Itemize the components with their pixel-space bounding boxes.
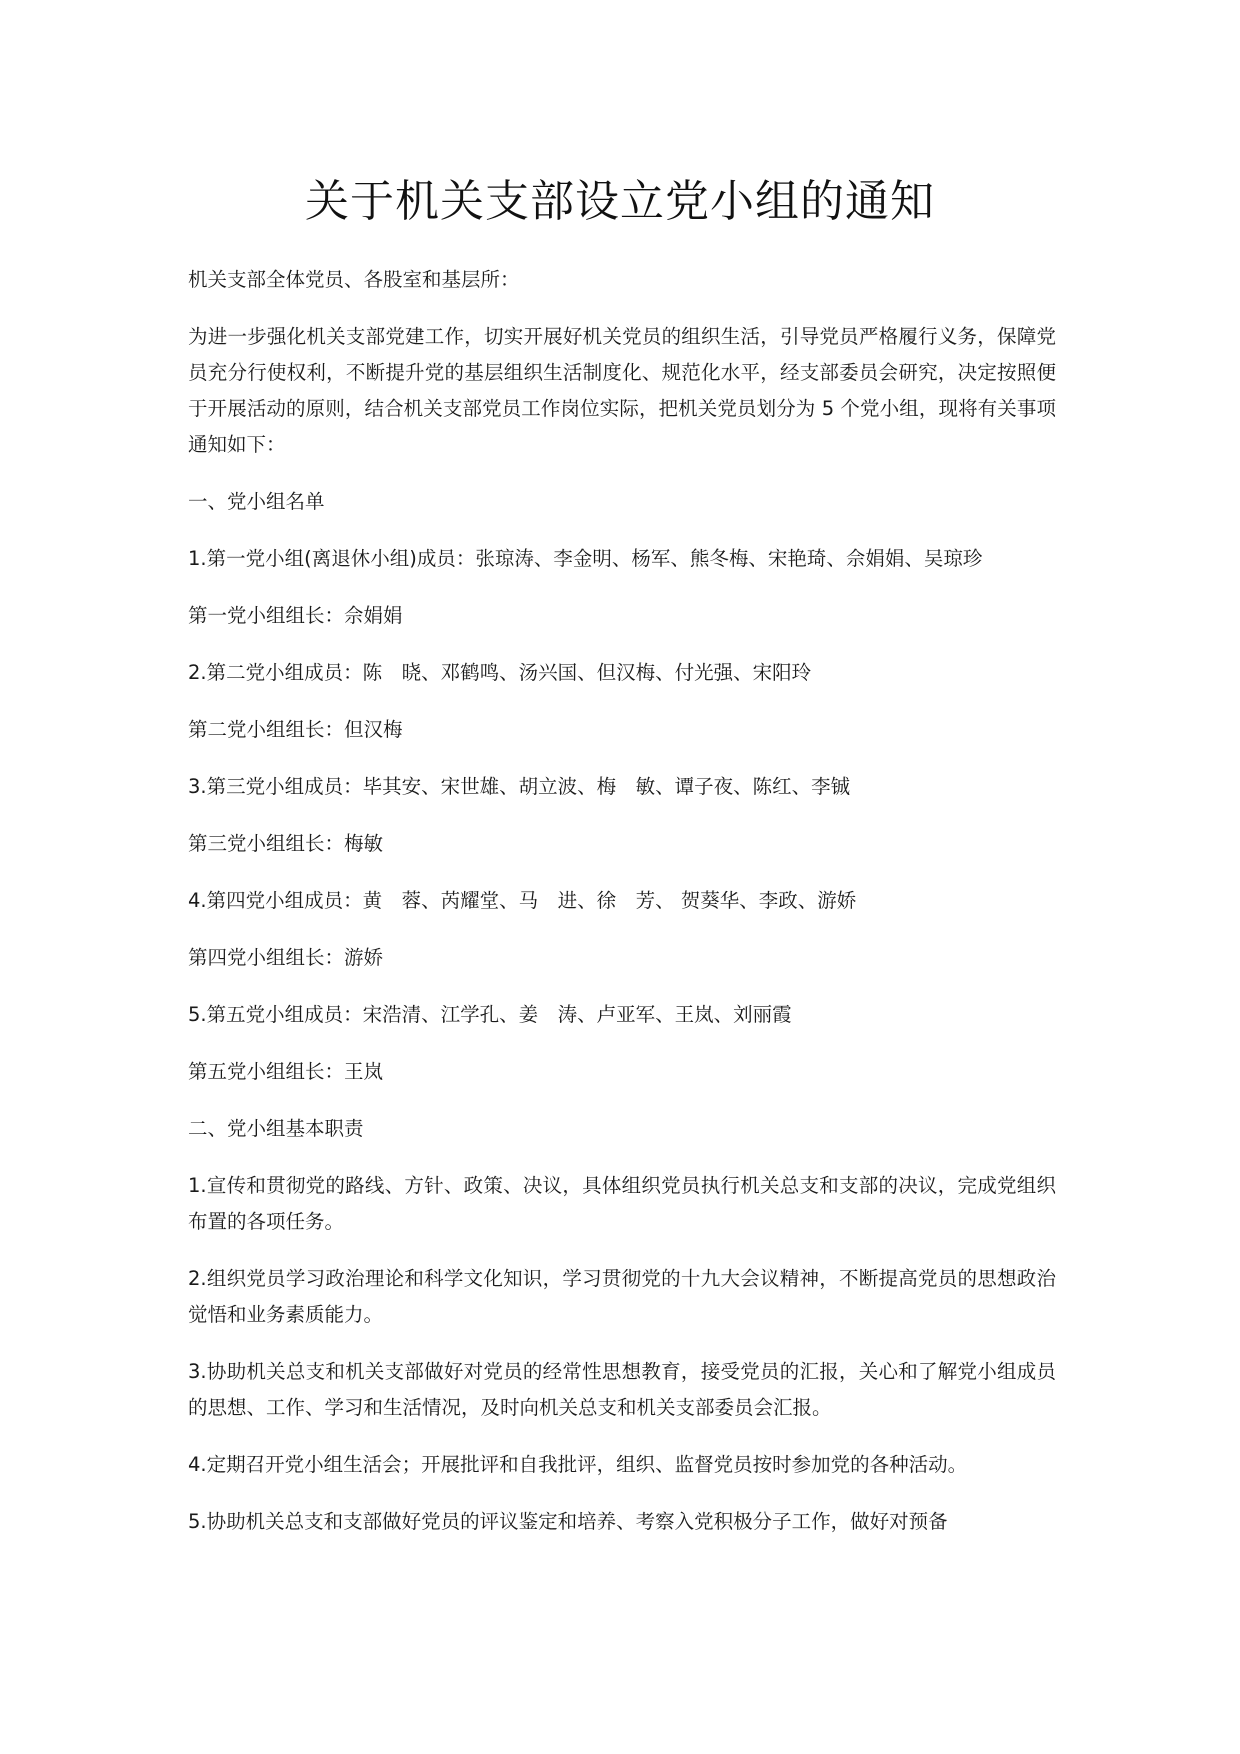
group-2-members: 2.第二党小组成员：陈 晓、邓鹤鸣、汤兴国、但汉梅、付光强、宋阳玲 [188, 661, 812, 684]
group-3-leader: 第三党小组组长：梅敏 [188, 832, 384, 855]
document-body [188, 262, 1056, 1561]
duty-item-1: 1.宣传和贯彻党的路线、方针、政策、决议，具体组织党员执行机关总支和支部的决议，完成党组织布置的各项任务。 [188, 1174, 1056, 1233]
section-heading-duties: 二、党小组基本职责 [188, 1117, 364, 1140]
intro-paragraph: 为进一步强化机关支部党建工作，切实开展好机关党员的组织生活，引导党员严格履行义务，保障党员充分行使权利，不断提升党的基层组织生活制度化、规范化水平，经支部委员会研究，决定按照便于开展活动的原则，结合机关支部党员工作岗位实际，把机关党员划分为 5 个党小组，现将有关事项通知如下： [188, 325, 1056, 456]
duty-item-5: 5.协助机关总支和支部做好党员的评议鉴定和培养、考察入党积极分子工作，做好对预备 [188, 1510, 948, 1533]
document-title: 关于机关支部设立党小组的通知 [305, 176, 935, 227]
salutation: 机关支部全体党员、各股室和基层所： [188, 268, 520, 291]
group-2-leader: 第二党小组组长：但汉梅 [188, 718, 403, 741]
group-1-members: 1.第一党小组(离退休小组)成员：张琼涛、李金明、杨军、熊冬梅、宋艳琦、佘娟娟、吴琼珍 [188, 547, 983, 570]
duty-item-3: 3.协助机关总支和机关支部做好对党员的经常性思想教育，接受党员的汇报，关心和了解党小组成员的思想、工作、学习和生活情况，及时向机关总支和机关支部委员会汇报。 [188, 1360, 1056, 1419]
section-heading-group-list: 一、党小组名单 [188, 490, 325, 513]
group-1-leader: 第一党小组组长：佘娟娟 [188, 604, 403, 627]
group-5-leader: 第五党小组组长：王岚 [188, 1060, 384, 1083]
group-4-leader: 第四党小组组长：游娇 [188, 946, 384, 969]
group-4-members: 4.第四党小组成员：黄 蓉、芮耀堂、马 进、徐 芳、 贺葵华、李政、游娇 [188, 889, 857, 912]
group-3-members: 3.第三党小组成员：毕其安、宋世雄、胡立波、梅 敏、谭子夜、陈红、李铖 [188, 775, 851, 798]
duty-item-4: 4.定期召开党小组生活会；开展批评和自我批评，组织、监督党员按时参加党的各种活动。 [188, 1453, 968, 1476]
duty-item-2: 2.组织党员学习政治理论和科学文化知识，学习贯彻党的十九大会议精神，不断提高党员的思想政治觉悟和业务素质能力。 [188, 1267, 1056, 1326]
group-5-members: 5.第五党小组成员：宋浩清、江学孔、姜 涛、卢亚军、王岚、刘丽霞 [188, 1003, 792, 1026]
